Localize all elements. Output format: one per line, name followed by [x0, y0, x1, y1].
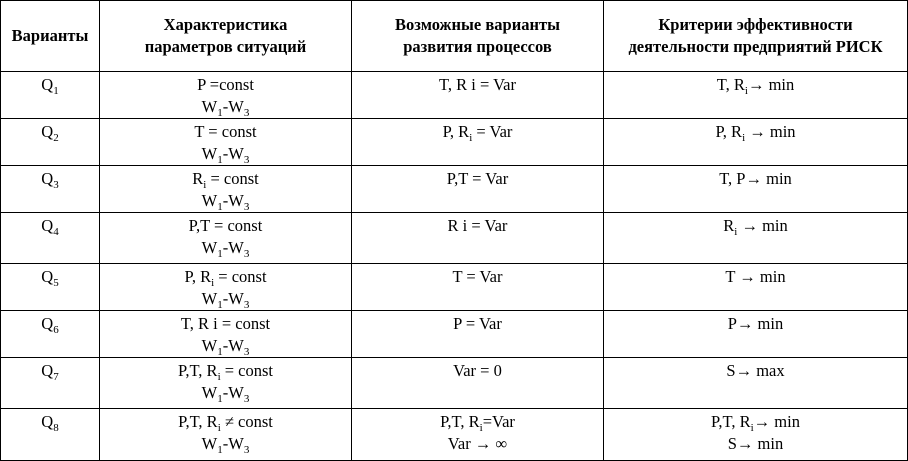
variant-cell: $Q_2$	[1, 119, 100, 166]
variant-cell: $Q_4$	[1, 213, 100, 264]
criteria-cell: P, $R_i \to \min$	[604, 119, 908, 166]
characteristic-cell: P,T = const $W_1-W_3$	[100, 213, 352, 264]
variant-cell: $Q_1$	[1, 72, 100, 119]
criteria-cell: T, $R_i\to \min$	[604, 72, 908, 119]
variant-cell: $Q_7$	[1, 358, 100, 409]
table-row	[1, 119, 908, 166]
characteristic-cell: P,T, $R_i$ = const $W_1-W_3$	[100, 358, 352, 409]
possible-cell: P = Var	[352, 311, 604, 358]
possible-cell: P,T, $R_i=Var$ Var → ∞	[352, 409, 604, 461]
table-row	[1, 72, 908, 119]
possible-cell: P, $R_i$ = Var	[352, 119, 604, 166]
criteria-cell: $R_i \to \min$	[604, 213, 908, 264]
possible-cell: Var = 0	[352, 358, 604, 409]
header-row	[1, 1, 908, 72]
table-row	[1, 409, 908, 461]
criteria-cell: P,T, $R_i\to \min$ S→ min	[604, 409, 908, 461]
header-criteria: Критерии эффективности деятельности предприятий РИСК	[604, 1, 908, 72]
header-variants: Варианты	[1, 1, 100, 72]
variant-cell: $Q_5$	[1, 264, 100, 311]
variant-cell: $Q_3$	[1, 166, 100, 213]
table-row	[1, 166, 908, 213]
header-possible-variants: Возможные варианты развития процессов	[352, 1, 604, 72]
criteria-cell: T → min	[604, 264, 908, 311]
characteristic-cell: P =const $W_1-W_3$	[100, 72, 352, 119]
possible-cell: P,T = Var	[352, 166, 604, 213]
possible-cell: T, R i = Var	[352, 72, 604, 119]
characteristic-cell: $R_i$ = const $W_1-W_3$	[100, 166, 352, 213]
variant-cell: $Q_6$	[1, 311, 100, 358]
criteria-cell: S→ max	[604, 358, 908, 409]
header-characteristic: Характеристика параметров ситуаций	[100, 1, 352, 72]
criteria-cell: T, P→ min	[604, 166, 908, 213]
characteristic-cell: T = const $W_1-W_3$	[100, 119, 352, 166]
criteria-cell: P→ min	[604, 311, 908, 358]
variant-cell: $Q_8$	[1, 409, 100, 461]
table-row	[1, 311, 908, 358]
characteristic-cell: T, R i = const $W_1-W_3$	[100, 311, 352, 358]
possible-cell: R i = Var	[352, 213, 604, 264]
possible-cell: T = Var	[352, 264, 604, 311]
characteristic-cell: P, $R_i$ = const $W_1-W_3$	[100, 264, 352, 311]
table-row	[1, 213, 908, 264]
table-row	[1, 358, 908, 409]
characteristic-cell: P,T, $R_i$ ≠ const $W_1-W_3$	[100, 409, 352, 461]
table-row	[1, 264, 908, 311]
